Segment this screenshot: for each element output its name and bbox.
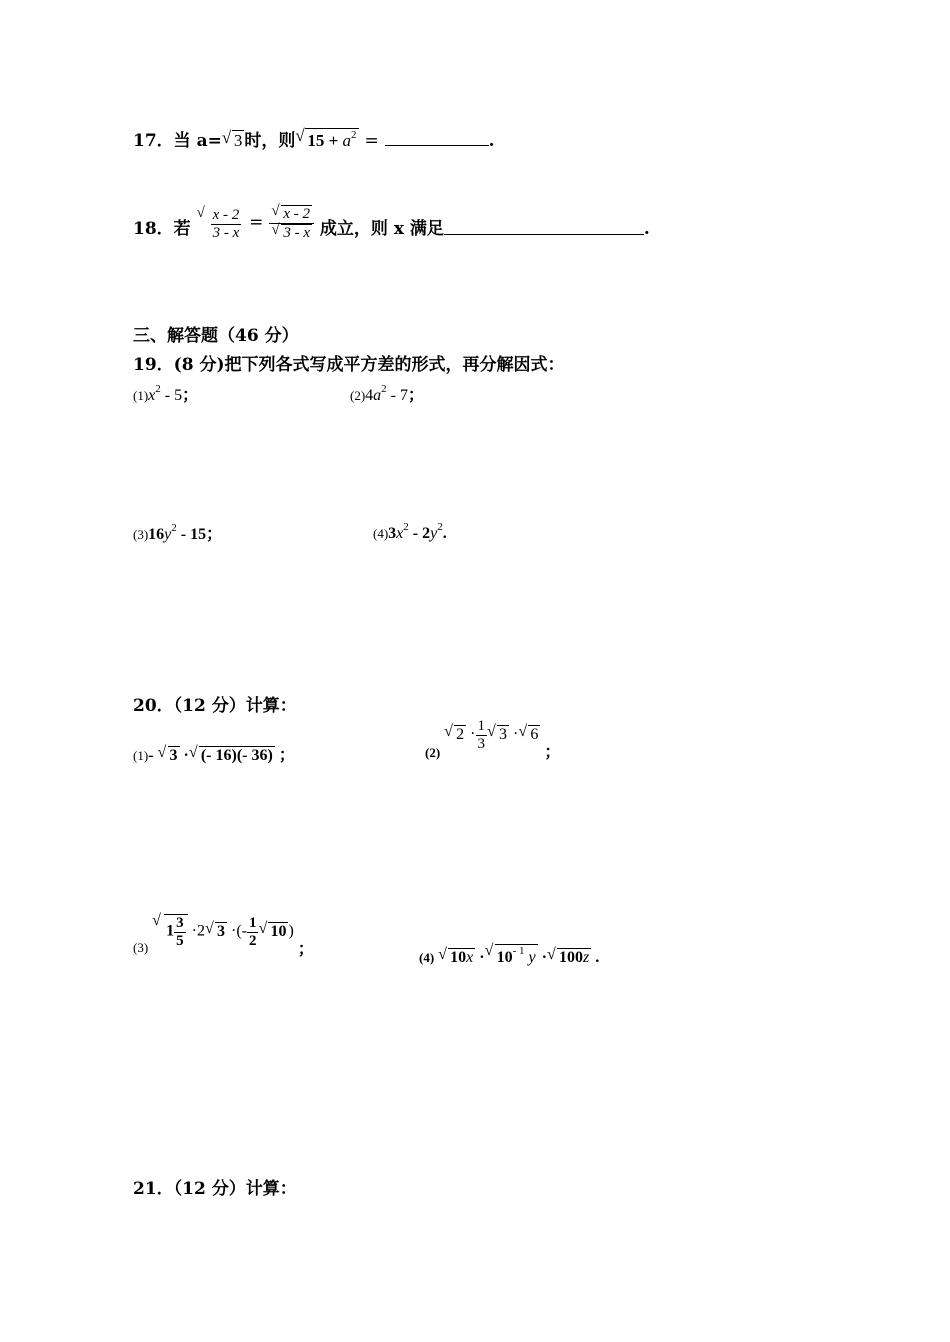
question-19-header: 19．(8 分)把下列各式写成平方差的形式，再分解因式： <box>133 355 565 375</box>
question-17 <box>133 126 495 151</box>
q19-part-4: $(4)3x^2 - 2y^2$. <box>373 521 447 542</box>
question-20-header: 20．（12 分）计算： <box>133 696 297 716</box>
question-text: 当 a= <box>173 131 222 151</box>
q19-part-2: $(2)4a^2 - 7$； <box>350 383 425 404</box>
q20-part-2: (2) √ 2 · $\frac{1}{3}$ √ 3 ·√ 6 ； <box>425 718 560 762</box>
question-text: 若 <box>173 219 191 240</box>
question-number: 18． <box>133 219 174 240</box>
sqrt-expression: √ $15 + a^2$ <box>295 128 358 151</box>
answer-blank[interactable] <box>444 220 644 235</box>
fraction-rhs: √ x - 2 √ 3 - x <box>269 205 314 241</box>
q20-part-4: (4) √ 10x ·√ $10^{- 1}$ y ·√ 100z . <box>419 944 599 967</box>
q19-part-3: $(3)16y^2 - 15$； <box>133 522 223 543</box>
period: . <box>643 219 650 240</box>
question-text: 时，则 <box>244 131 296 151</box>
question-21-header: 21．（12 分）计算： <box>133 1179 297 1199</box>
question-number: 17． <box>133 131 174 151</box>
question-18 <box>133 205 650 241</box>
q19-part-1: $(1)x^2 - 5$； <box>133 383 199 404</box>
answer-blank[interactable] <box>385 131 489 146</box>
question-text: 成立，则 x 满足 <box>319 219 444 240</box>
q20-part-3: (3) √ 1 $\frac{3}{5}$ ·2√ 3 ·(- $\frac{1}{2}$ √ 10 ) ； <box>133 914 314 959</box>
period: . <box>488 131 495 151</box>
equals-sign: = <box>249 212 264 233</box>
q20-part-1: (1)- √ 3 ·√ (- 16)(- 36) ； <box>133 742 295 765</box>
sqrt-expression: √ 3 <box>222 130 245 151</box>
sqrt-fraction-lhs: √ $\frac{x - 2}{3 - x}$ <box>197 207 244 241</box>
section-title: 三、解答题（46 分） <box>133 326 299 346</box>
equals-sign: = <box>364 131 379 151</box>
